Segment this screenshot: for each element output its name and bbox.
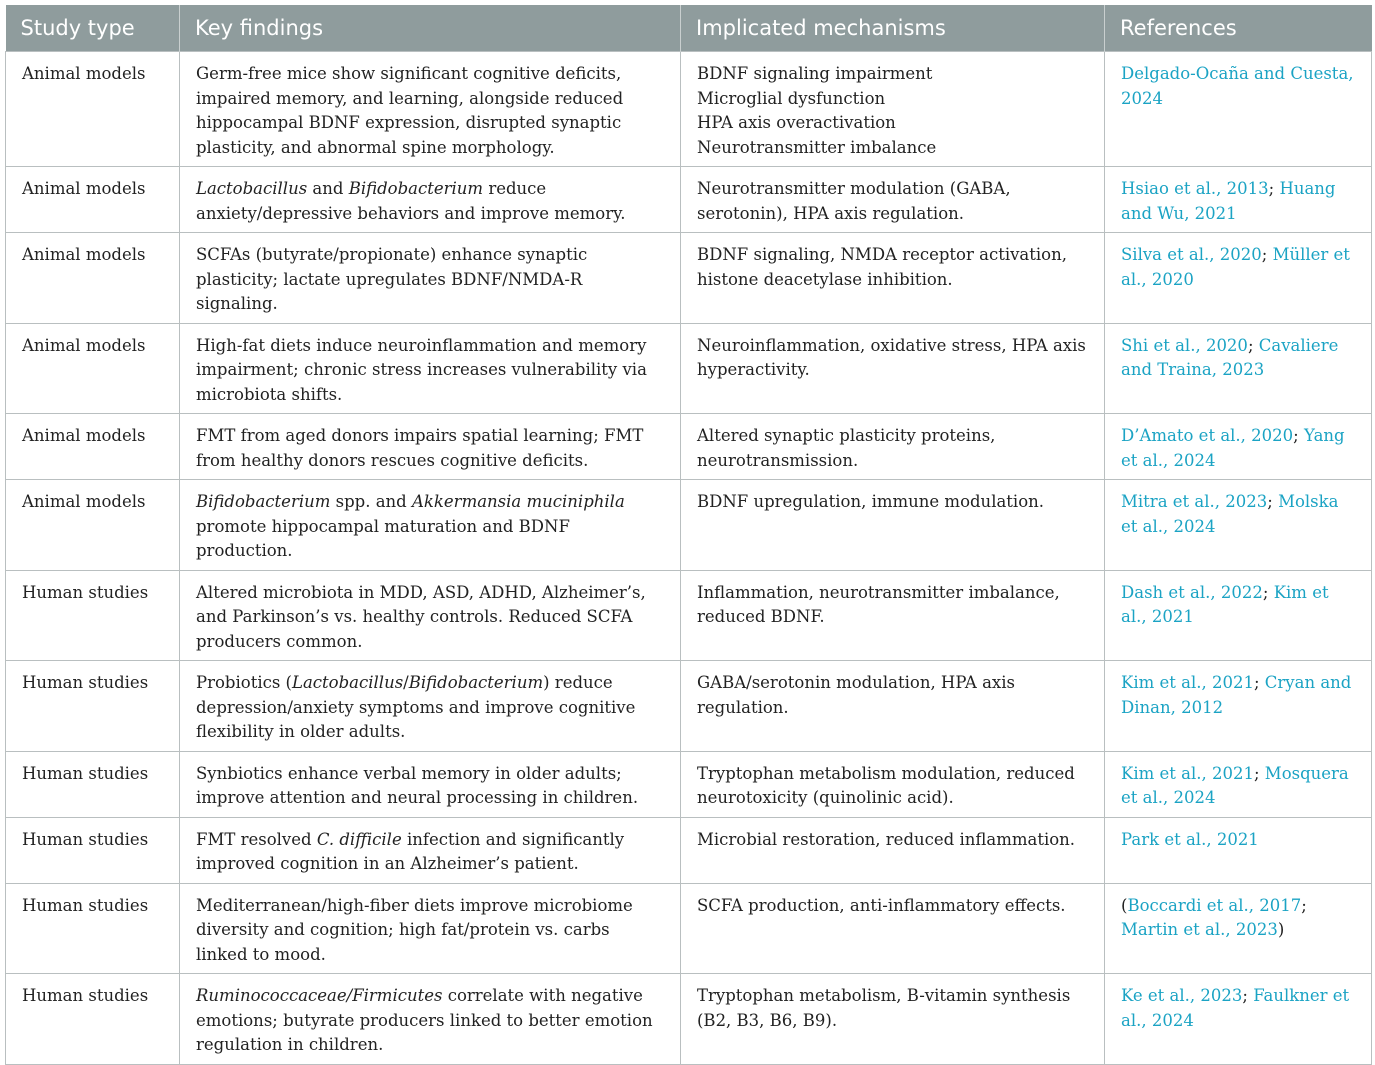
cell-study-type: Animal models	[6, 323, 180, 414]
reference-link[interactable]: Mosquera et al., 2024	[1121, 763, 1349, 807]
reference-link[interactable]: Delgado-Ocaña and Cuesta, 2024	[1121, 64, 1354, 108]
cell-mechanisms: Neuroinflammation, oxidative stress, HPA axis hyperactivity.	[681, 323, 1105, 414]
table-container	[5, 5, 1371, 1065]
table-row	[6, 661, 1372, 752]
reference-link[interactable]: Yang et al., 2024	[1121, 426, 1345, 470]
cell-study-type: Animal models	[6, 52, 180, 167]
table-row	[6, 167, 1372, 233]
table-row	[6, 751, 1372, 817]
table-body	[6, 52, 1372, 1065]
header-mechanisms: Implicated mechanisms	[681, 5, 1105, 52]
cell-study-type: Animal models	[6, 480, 180, 571]
reference-link[interactable]: Dash et al., 2022	[1121, 582, 1263, 602]
reference-link[interactable]: Müller et al., 2020	[1121, 245, 1350, 289]
table-row	[6, 974, 1372, 1065]
cell-references[interactable]	[1105, 52, 1372, 167]
table-row	[6, 233, 1372, 324]
cell-study-type: Human studies	[6, 570, 180, 661]
cell-key-findings: Mediterranean/high-fiber diets improve microbiome diversity and cognition; high fat/protein vs. carbs linked to mood.	[180, 883, 681, 974]
cell-mechanisms: SCFA production, anti-inflammatory effects.	[681, 883, 1105, 974]
cell-key-findings: FMT from aged donors impairs spatial learning; FMT from healthy donors rescues cognitive deficits.	[180, 414, 681, 480]
header-references: References	[1105, 5, 1372, 52]
reference-link[interactable]: Ke et al., 2023	[1121, 986, 1243, 1005]
cell-mechanisms: Inflammation, neurotransmitter imbalance, reduced BDNF.	[681, 570, 1105, 661]
reference-link[interactable]: Park et al., 2021	[1121, 829, 1259, 849]
reference-link[interactable]: Faulkner et al., 2024	[1121, 986, 1350, 1030]
reference-link[interactable]: Martin et al., 2023	[1121, 920, 1278, 939]
reference-link[interactable]: Cryan and Dinan, 2012	[1121, 673, 1352, 717]
reference-link[interactable]: Cavaliere and Traina, 2023	[1121, 335, 1339, 379]
cell-references[interactable]: Hsiao et al., 2013; Huang and Wu, 2021	[1105, 167, 1372, 233]
cell-references[interactable]: Dash et al., 2022; Kim et al., 2021	[1105, 570, 1372, 661]
reference-link[interactable]: Boccardi et al., 2017	[1127, 895, 1302, 915]
cell-study-type: Human studies	[6, 974, 180, 1065]
reference-link[interactable]: Kim et al., 2021	[1121, 582, 1329, 626]
reference-link[interactable]: Hsiao et al., 2013	[1121, 179, 1269, 198]
reference-link[interactable]: Mitra et al., 2023	[1121, 492, 1268, 511]
table-row	[6, 883, 1372, 974]
study-table	[5, 5, 1372, 1065]
cell-key-findings: Bifidobacterium spp. and Akkermansia muciniphila promote hippocampal maturation and BDNF production.	[180, 480, 681, 571]
cell-references[interactable]: Kim et al., 2021; Cryan and Dinan, 2012	[1105, 661, 1372, 752]
cell-key-findings: High-fat diets induce neuroinflammation and memory impairment; chronic stress increases vulnerability via microbiota shifts.	[180, 323, 681, 414]
cell-key-findings: SCFAs (butyrate/propionate) enhance synaptic plasticity; lactate upregulates BDNF/NMDA-R signaling.	[180, 233, 681, 324]
header-study-type: Study type	[6, 5, 180, 52]
cell-key-findings: Probiotics (Lactobacillus/Bifidobacterium) reduce depression/anxiety symptoms and improve cognitive flexibility in older adults.	[180, 661, 681, 752]
cell-study-type: Animal models	[6, 233, 180, 324]
cell-study-type: Human studies	[6, 883, 180, 974]
reference-link[interactable]: Huang and Wu, 2021	[1121, 179, 1336, 223]
reference-link[interactable]: Molska et al., 2024	[1121, 492, 1339, 536]
cell-mechanisms: BDNF signaling, NMDA receptor activation, histone deacetylase inhibition.	[681, 233, 1105, 324]
table-row	[6, 414, 1372, 480]
cell-mechanisms: Tryptophan metabolism modulation, reduced neurotoxicity (quinolinic acid).	[681, 751, 1105, 817]
cell-references[interactable]: Ke et al., 2023; Faulkner et al., 2024	[1105, 974, 1372, 1065]
table-row	[6, 817, 1372, 883]
cell-study-type: Human studies	[6, 817, 180, 883]
cell-study-type: Animal models	[6, 167, 180, 233]
cell-mechanisms: Neurotransmitter modulation (GABA, serotonin), HPA axis regulation.	[681, 167, 1105, 233]
cell-key-findings: Altered microbiota in MDD, ASD, ADHD, Alzheimer’s, and Parkinson’s vs. healthy controls. Reduced SCFA producers common.	[180, 570, 681, 661]
cell-mechanisms: Tryptophan metabolism, B-vitamin synthesis (B2, B3, B6, B9).	[681, 974, 1105, 1065]
table-row	[6, 52, 1372, 167]
table-row	[6, 570, 1372, 661]
cell-references[interactable]: Shi et al., 2020; Cavaliere and Traina, 2023	[1105, 323, 1372, 414]
cell-references[interactable]: Silva et al., 2020; Müller et al., 2020	[1105, 233, 1372, 324]
reference-link[interactable]: Silva et al., 2020	[1121, 245, 1262, 264]
cell-study-type: Human studies	[6, 661, 180, 752]
cell-mechanisms: Altered synaptic plasticity proteins, neurotransmission.	[681, 414, 1105, 480]
cell-references[interactable]: Kim et al., 2021; Mosquera et al., 2024	[1105, 751, 1372, 817]
table-row	[6, 323, 1372, 414]
cell-study-type: Animal models	[6, 414, 180, 480]
header-key-findings: Key findings	[180, 5, 681, 52]
table-header	[6, 5, 1372, 52]
cell-references[interactable]	[1105, 817, 1372, 883]
cell-key-findings: Synbiotics enhance verbal memory in older adults; improve attention and neural processing in children.	[180, 751, 681, 817]
cell-key-findings: Germ-free mice show significant cognitive deficits, impaired memory, and learning, alongside reduced hippocampal BDNF expression, disrupted synaptic plasticity, and abnormal spine morphology.	[180, 52, 681, 167]
table-row	[6, 480, 1372, 571]
reference-link[interactable]: Kim et al., 2021	[1121, 763, 1254, 783]
cell-mechanisms: BDNF signaling impairment Microglial dysfunction HPA axis overactivation Neurotransmitter imbalance	[681, 52, 1105, 167]
cell-key-findings: Ruminococcaceae/Firmicutes correlate with negative emotions; butyrate producers linked to better emotion regulation in children.	[180, 974, 681, 1065]
reference-link[interactable]: D’Amato et al., 2020	[1121, 426, 1294, 445]
cell-references[interactable]: Mitra et al., 2023; Molska et al., 2024	[1105, 480, 1372, 571]
cell-key-findings: FMT resolved C. difficile infection and significantly improved cognition in an Alzheimer’s patient.	[180, 817, 681, 883]
reference-link[interactable]: Kim et al., 2021	[1121, 673, 1254, 692]
cell-key-findings: Lactobacillus and Bifidobacterium reduce anxiety/depressive behaviors and improve memory.	[180, 167, 681, 233]
cell-mechanisms: GABA/serotonin modulation, HPA axis regulation.	[681, 661, 1105, 752]
cell-mechanisms: BDNF upregulation, immune modulation.	[681, 480, 1105, 571]
reference-link[interactable]: Shi et al., 2020	[1121, 335, 1248, 355]
cell-mechanisms: Microbial restoration, reduced inflammation.	[681, 817, 1105, 883]
cell-study-type: Human studies	[6, 751, 180, 817]
cell-references[interactable]: D’Amato et al., 2020; Yang et al., 2024	[1105, 414, 1372, 480]
cell-references[interactable]: (Boccardi et al., 2017; Martin et al., 2023)	[1105, 883, 1372, 974]
